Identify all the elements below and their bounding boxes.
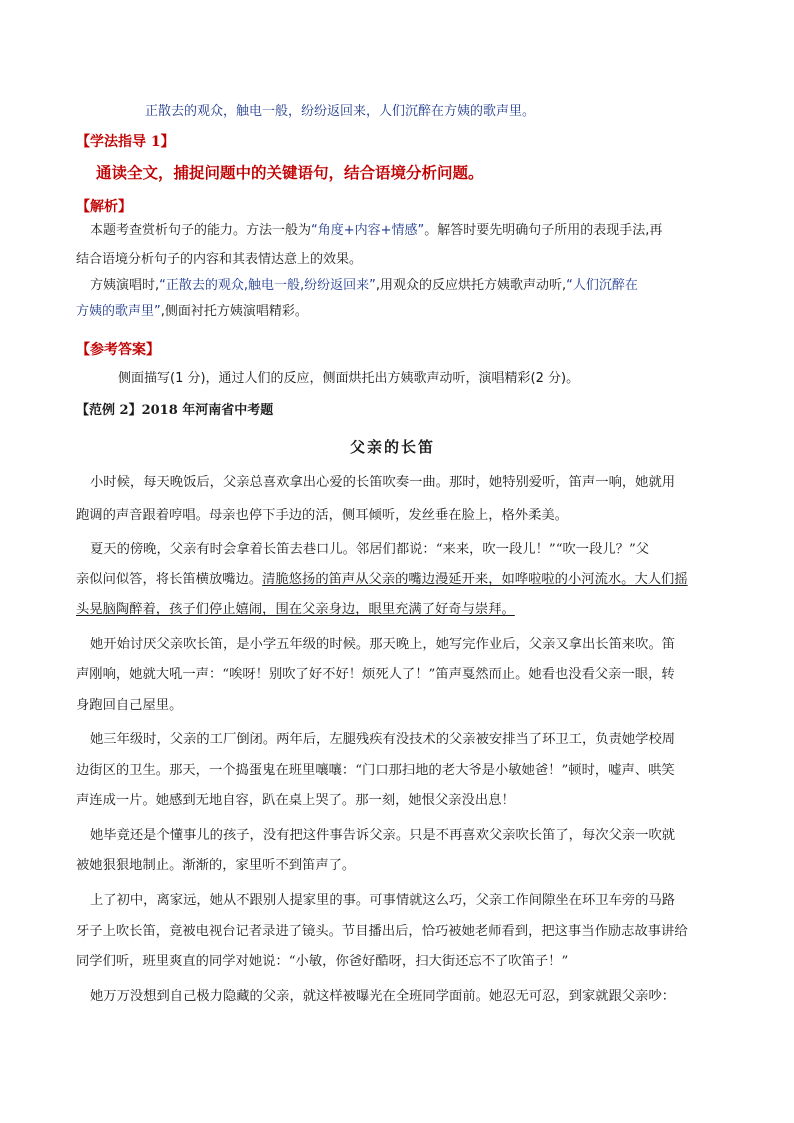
story-title: 父亲的长笛 bbox=[350, 438, 436, 456]
story-line: 小时候，每天晚饭后，父亲总喜欢拿出心爱的长笛吹奏一曲。那时，她特别爱听，笛声一响，她就用 bbox=[90, 475, 676, 490]
analysis-paragraph-2-line-1 bbox=[90, 277, 638, 295]
analysis-paragraph-2-line-2 bbox=[76, 303, 308, 321]
analysis-quote: “正散去的观众,触电一般,纷纷返回来” bbox=[159, 278, 376, 293]
analysis-text: ,侧面衬托方姨演唱精彩。 bbox=[160, 304, 308, 319]
story-line: 身跑回自己屋里。 bbox=[76, 698, 183, 713]
underlined-sentence: 清脆悠扬的笛声从父亲的嘴边漫延开来，如哗啦啦的小河流水。大人们摇 bbox=[262, 572, 688, 587]
story-line: 边街区的卫生。那天，一个捣蛋鬼在班里嚷嚷：“门口那扫地的老大爷是小敏她爸！”顿时，嘘声、哄笑 bbox=[76, 763, 675, 778]
analysis-quote: “角度+内容+情感” bbox=[311, 223, 425, 238]
story-line: 她开始讨厌父亲吹长笛，是小学五年级的时候。那天晚上，她写完作业后，父亲又拿出长笛来吹。笛 bbox=[90, 637, 676, 652]
story-line: 同学们听，班里爽直的同学对她说：“小敏，你爸好酷呀，扫大街还忘不了吹笛子！” bbox=[76, 954, 569, 969]
analysis-paragraph-1-line-2: 结合语境分析句子的内容和其表情达意上的效果。 bbox=[76, 252, 363, 267]
story-line: 被她狠狠地制止。渐渐的，家里听不到笛声了。 bbox=[76, 858, 356, 873]
answer-text: 侧面描写(1 分)，通过人们的反应，侧面烘托出方姨歌声动听，演唱精彩(2 分)。 bbox=[118, 371, 580, 386]
analysis-heading: 【解析】 bbox=[76, 199, 132, 215]
underlined-sentence: 头晃脑陶醉着，孩子们停止嬉闹，围在父亲身边，眼里充满了好奇与崇拜。 bbox=[76, 602, 515, 617]
story-line: 声连成一片。她感到无地自容，趴在桌上哭了。那一刻，她恨父亲没出息！ bbox=[76, 793, 515, 808]
story-line: 上了初中，离家远，她从不跟别人提家里的事。可事情就这么巧，父亲工作间隙坐在环卫车旁的马路 bbox=[90, 893, 676, 908]
analysis-quote: 方姨的歌声里” bbox=[76, 304, 161, 319]
story-line: 她三年级时，父亲的工厂倒闭。两年后，左腿残疾有没技术的父亲被安排当了环卫工，负责她学校周 bbox=[90, 732, 676, 747]
story-line: 夏天的傍晚，父亲有时会拿着长笛去巷口儿。邻居们都说：“来来，吹一段儿！”“吹一段儿？”父 bbox=[90, 542, 650, 557]
analysis-text: 。解答时要先明确句子所用的表现手法,再 bbox=[424, 223, 663, 238]
story-line: 她毕竟还是个懂事儿的孩子，没有把这件事告诉父亲。只是不再喜欢父亲吹长笛了，每次父亲一吹就 bbox=[90, 828, 676, 843]
story-line: 跑调的声音跟着哼唱。母亲也停下手边的活，侧耳倾听，发丝垂在脸上，格外柔美。 bbox=[76, 508, 568, 523]
guide-heading: 【学法指导 1】 bbox=[76, 134, 175, 150]
story-text: 亲似问似答，将长笛横放嘴边。 bbox=[76, 572, 263, 587]
quote-line: 正散去的观众，触电一般，纷纷返回来，人们沉醉在方姨的歌声里。 bbox=[145, 104, 536, 119]
analysis-text: ,用观众的反应烘托方姨歌声动听, bbox=[375, 278, 567, 293]
story-line: 她万万没想到自己极力隐藏的父亲，就这样被曝光在全班同学面前。她忍无可忍，到家就跟父亲吵： bbox=[90, 989, 676, 1004]
analysis-text: 本题考查赏析句子的能力。方法一般为 bbox=[90, 223, 312, 238]
answer-heading: 【参考答案】 bbox=[76, 342, 160, 358]
guide-text: 通读全文，捕捉问题中的关键语句，结合语境分析问题。 bbox=[96, 163, 484, 182]
analysis-quote: “人们沉醉在 bbox=[566, 278, 638, 293]
story-line: 声刚响，她就大吼一声：“唉呀！别吹了好不好！烦死人了！”笛声戛然而止。她看也没看父亲一眼，转 bbox=[76, 667, 675, 682]
story-line: 牙子上吹长笛，竟被电视台记者录进了镜头。节目播出后，恰巧被她老师看到，把这事当作励志故事讲给 bbox=[76, 924, 688, 939]
example-heading: 【范例 2】2018 年河南省中考题 bbox=[76, 403, 274, 418]
story-line-with-underline bbox=[76, 571, 688, 589]
analysis-paragraph-1-line-1 bbox=[90, 222, 662, 240]
analysis-text: 方姨演唱时, bbox=[90, 278, 160, 293]
